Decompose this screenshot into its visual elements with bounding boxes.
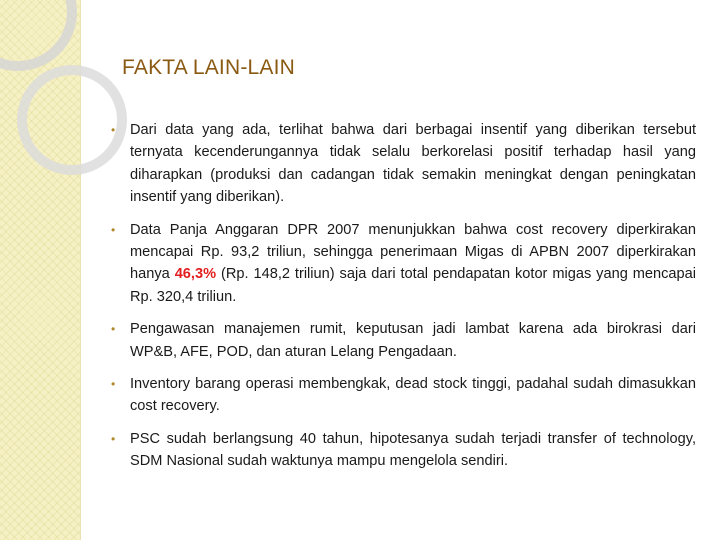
bullet-text: PSC sudah berlangsung 40 tahun, hipotesanya sudah terjadi transfer of technology, SDM Nasional sudah waktunya mampu mengelola sendiri. — [130, 430, 696, 470]
bullet-item-1 — [108, 119, 696, 209]
bullet-text: Inventory barang operasi membengkak, dead stock tinggi, padahal sudah dimasukkan cost recovery. — [130, 376, 696, 415]
bullet-text-after: (Rp. 148,2 triliun) saja dari total pendapatan kotor migas yang mencapai Rp. 320,4 triliun. — [130, 266, 697, 305]
slide-title: FAKTA LAIN-LAIN — [122, 56, 295, 79]
bullet-item-4 — [108, 373, 696, 418]
bullet-item-2 — [108, 219, 696, 309]
bullet-text-before: Data Panja Anggaran DPR 2007 menunjukkan bahwa cost recovery diperkirakan mencapai Rp. 93,2 triliun, sehingga penerimaan Migas di APBN 2007 diperkirakan hanya — [130, 221, 696, 283]
decorative-ring-middle — [22, 70, 122, 170]
bullet-dot: • — [111, 322, 116, 337]
decorative-ring-top — [0, 0, 72, 66]
bullet-text: Dari data yang ada, terlihat bahwa dari berbagai insentif yang diberikan tersebut ternyata kecenderungannya tidak selalu berkorelasi positif terhadap hasil yang diharapkan (produksi dan cadangan tidak semakin meningkat dengan peningkatan insentif yang diberikan). — [130, 122, 696, 206]
bullet-dot: • — [111, 377, 116, 392]
bullet-item-5 — [108, 428, 696, 473]
bullet-dot: • — [111, 123, 116, 137]
bullet-list — [108, 119, 696, 483]
bullet-item-3 — [108, 318, 696, 363]
highlight-percentage: 46,3% — [174, 266, 217, 283]
bullet-dot: • — [111, 222, 116, 237]
bullet-dot: • — [111, 431, 116, 446]
bullet-text: Pengawasan manajemen rumit, keputusan jadi lambat karena ada birokrasi dari WP&B, AFE, POD, dan aturan Lelang Pengadaan. — [130, 321, 696, 360]
